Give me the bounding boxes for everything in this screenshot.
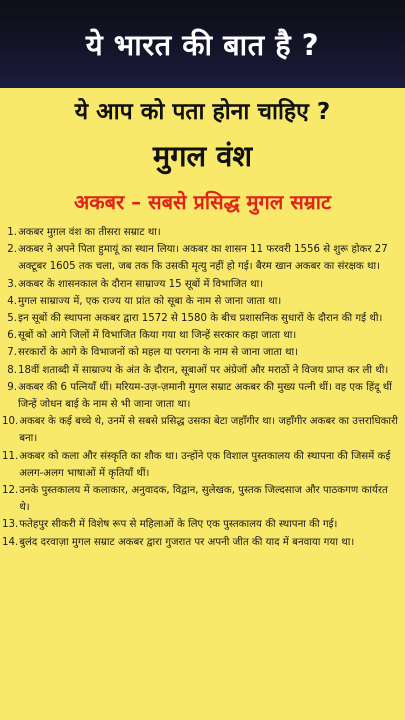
list-item-number: 12. (2, 485, 19, 497)
list-item-number: 10. (2, 416, 19, 428)
list-item-text: इन सूबों की स्थापना अकबर द्वारा 1572 से 1580 के बीच प्रशासनिक सुधारों के दौरान की गई थी। (18, 313, 383, 325)
dynasty-title: मुगल वंश (152, 139, 253, 173)
list-item (2, 362, 400, 379)
list-item (2, 327, 400, 344)
list-item-number: 11. (2, 450, 19, 462)
list-item-text: फतेहपुर सीकरी में विशेष रूप से महिलाओं के लिए एक पुस्तकालय की स्थापना की गई। (19, 519, 338, 531)
list-item-text: मुगल साम्राज्य में, एक राज्य या प्रांत को सूबा के नाम से जाना जाता था। (18, 295, 282, 307)
list-item-text: अकबर को कला और संस्कृति का शौक था। उन्होंने एक विशाल पुस्तकालय की स्थापना की जिसमें कई अलग-अलग भाषाओं में कृतियाँ थीं। (19, 450, 391, 479)
list-item (2, 448, 400, 482)
list-item (2, 534, 400, 551)
list-item-text: अकबर के कई बच्चे थे, उनमें से सबसे प्रसिद्ध उसका बेटा जहाँगीर था। जहाँगीर अकबर का उत्तराधिकारी बना। (19, 416, 398, 445)
list-item-number: 7. (7, 347, 17, 359)
list-item-text: अकबर की 6 पत्नियाँ थीं। मरियम-उज़-ज़मानी मुगल सम्राट अकबर की मुख्य पत्नी थीं। वह एक हिंदू थीं जिन्हें जोधन बाई के नाम से भी जाना जाता था। (18, 381, 392, 411)
header-title: ये भारत की बात है ? (85, 27, 320, 62)
list-item-text: अकबर मुग़ल वंश का तीसरा सम्राट था। (18, 227, 161, 238)
list-item (2, 379, 400, 413)
list-item (2, 310, 400, 327)
list-item-number: 2. (7, 244, 17, 256)
list-item-text: अकबर के शासनकाल के दौरान साम्राज्य 15 सूबों में विभाजित था। (18, 278, 264, 290)
list-item-text: 18वीं शताब्दी में साम्राज्य के अंत के दौरान, सूबाओं पर अंग्रेजों और मराठों ने विजय प्राप्त कर ली थी। (18, 364, 389, 376)
list-item-text: सूबों को आगे जिलों में विभाजित किया गया था जिन्हें सरकार कहा जाता था। (18, 330, 297, 342)
list-item-number: 3. (7, 278, 17, 290)
list-item-number: 13. (2, 519, 19, 531)
list-item (2, 413, 400, 447)
list-item (2, 516, 400, 533)
subtitle: ये आप को पता होना चाहिए ? (74, 99, 331, 125)
list-item (2, 276, 400, 293)
list-item-number: 9. (7, 381, 17, 393)
list-item-number: 4. (7, 295, 17, 307)
header-banner (0, 0, 405, 88)
list-item-number: 6. (7, 330, 17, 342)
list-item-number: 1. (7, 227, 17, 238)
list-item-text: बुलंद दरवाज़ा मुगल सम्राट अकबर द्वारा गुजरात पर अपनी जीत की याद में बनवाया गया था। (19, 536, 355, 548)
list-item (2, 482, 400, 516)
section-heading: अकबर – सबसे प्रसिद्ध मुगल सम्राट (73, 190, 332, 214)
list-item-text: अकबर ने अपने पिता हुमायूं का स्थान लिया। अकबर का शासन 11 फरवरी 1556 से शुरू होकर 27 अक्टूबर 1605 तक चला, जब तक कि उसकी मृत्यु नहीं हो गई। बैरम खान अकबर का संरक्षक था। (18, 244, 388, 273)
list-item (2, 293, 400, 310)
facts-list (2, 224, 400, 551)
list-item (2, 224, 400, 241)
list-item-number: 8. (7, 364, 17, 376)
list-item (2, 344, 400, 361)
list-item (2, 241, 400, 275)
list-item-text: सरकारों के आगे के विभाजनों को महल या परगना के नाम से जाना जाता था। (18, 347, 299, 359)
list-item-text: उनके पुस्तकालय में कलाकार, अनुवादक, विद्वान, सुलेखक, पुस्तक जिल्दसाज और पाठकगण कार्यरत थे। (19, 485, 388, 514)
list-item-number: 14. (2, 536, 19, 548)
list-item-number: 5. (7, 313, 17, 325)
